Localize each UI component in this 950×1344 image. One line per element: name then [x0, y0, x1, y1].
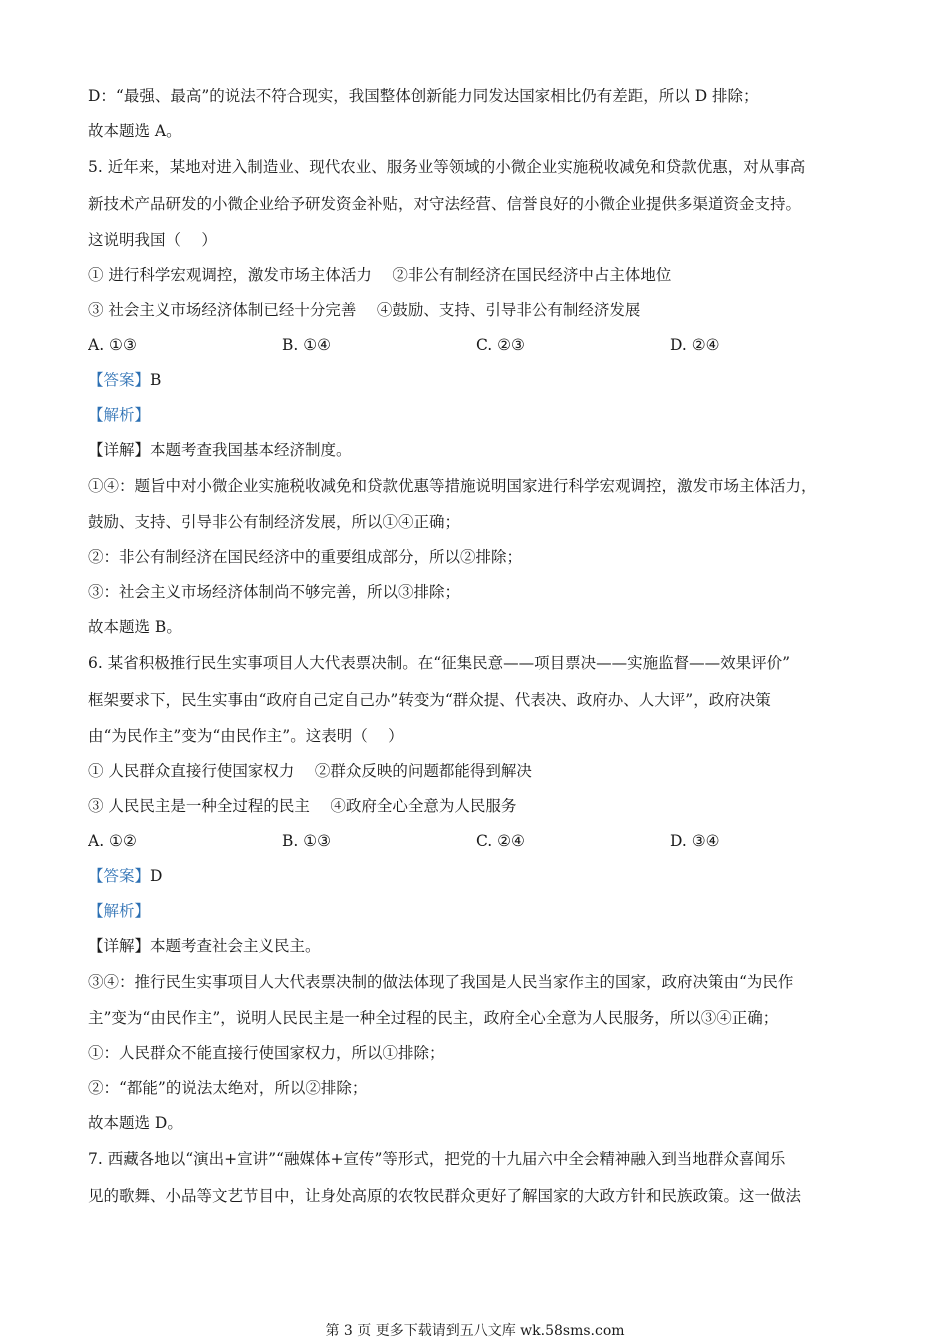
- q5-stem-line-2: 新技术产品研发的小微企业给予研发资金补贴，对守法经营、信誉良好的小微企业提供多渠道资金支持。: [88, 195, 802, 213]
- q6-conclusion: 故本题选 D。: [88, 1114, 183, 1132]
- q5-options: [88, 328, 872, 363]
- q7-stem-line-1: 7. 西藏各地以“演出+宣讲”“融媒体+宣传”等形式，把党的十九届六中全会精神融入到当地群众喜闻乐: [88, 1150, 786, 1168]
- q6-items-3-4: ③ 人民民主是一种全过程的民主 ④政府全心全意为人民服务: [88, 797, 517, 815]
- q6-answer: [88, 859, 872, 894]
- q5-stem-line-1: 5. 近年来，某地对进入制造业、现代农业、服务业等领域的小微企业实施税收减免和贷款优惠，对从事高: [88, 158, 806, 176]
- answer-value: B: [150, 371, 162, 389]
- analysis-tag: 【解析】: [88, 406, 151, 424]
- q5-option-b: B. ①④: [282, 336, 332, 354]
- q5-option-a: A. ①③: [88, 336, 137, 354]
- q5-stem-line-3: 这说明我国（ ）: [88, 231, 217, 249]
- q5-answer: [88, 363, 872, 398]
- q6-detail: 【详解】本题考查社会主义民主。: [88, 937, 321, 955]
- prev-conclusion: 故本题选 A。: [88, 122, 182, 140]
- q5-detail: 【详解】本题考查我国基本经济制度。: [88, 441, 352, 459]
- q5-explanation-line-1b: 鼓励、支持、引导非公有制经济发展，所以①④正确；: [88, 513, 461, 531]
- q6-items-1-2: ① 人民群众直接行使国家权力 ②群众反映的问题都能得到解决: [88, 762, 532, 780]
- q5-explanation-line-2: ②：非公有制经济在国民经济中的重要组成部分，所以②排除；: [88, 548, 523, 566]
- answer-value: D: [150, 867, 163, 885]
- q5-explanation-line-1a: ①④：题旨中对小微企业实施税收减免和贷款优惠等措施说明国家进行科学宏观调控，激发市场主体活力，: [88, 477, 817, 495]
- q6-option-b: B. ①③: [282, 832, 332, 850]
- q6-stem-line-3: 由“为民作主”变为“由民作主”。这表明（ ）: [88, 727, 404, 745]
- answer-tag: 【答案】: [88, 371, 151, 389]
- q6-option-c: C. ②④: [476, 832, 525, 850]
- q5-explanation-line-3: ③：社会主义市场经济体制尚不够完善，所以③排除；: [88, 583, 461, 601]
- q6-explanation-line-2: ①：人民群众不能直接行使国家权力，所以①排除；: [88, 1044, 445, 1062]
- page-content: [88, 79, 872, 1215]
- q5-conclusion: 故本题选 B。: [88, 618, 182, 636]
- q6-option-d: D. ③④: [670, 832, 720, 850]
- q6-analysis: [88, 894, 872, 929]
- q5-analysis: [88, 398, 872, 433]
- q5-option-c: C. ②③: [476, 336, 525, 354]
- answer-tag: 【答案】: [88, 867, 151, 885]
- q6-stem-line-2: 框架要求下，民生实事由“政府自己定自己办”转变为“群众提、代表决、政府办、人大评”，政府决策: [88, 691, 771, 709]
- q6-explanation-line-1a: ③④：推行民生实事项目人大代表票决制的做法体现了我国是人民当家作主的国家，政府决策由“为民作: [88, 973, 794, 991]
- q6-explanation-line-1b: 主”变为“由民作主”，说明人民民主是一种全过程的民主，政府全心全意为人民服务，所以③④正确；: [88, 1009, 779, 1027]
- q6-options: [88, 824, 872, 859]
- q6-option-a: A. ①②: [88, 832, 137, 850]
- q6-stem-line-1: 6. 某省积极推行民生实事项目人大代表票决制。在“征集民意——项目票决——实施监督——效果评价”: [88, 654, 791, 672]
- q7-stem-line-2: 见的歌舞、小品等文艺节目中，让身处高原的农牧民群众更好了解国家的大政方针和民族政策。这一做法: [88, 1187, 802, 1205]
- q6-explanation-line-3: ②：“都能”的说法太绝对，所以②排除；: [88, 1079, 368, 1097]
- q5-items-1-2: ① 进行科学宏观调控，激发市场主体活力 ②非公有制经济在国民经济中占主体地位: [88, 266, 672, 284]
- analysis-tag: 【解析】: [88, 902, 151, 920]
- page-footer: 第 3 页 更多下载请到五八文库 wk.58sms.com: [325, 1323, 625, 1339]
- q5-option-d: D. ②④: [670, 336, 720, 354]
- prev-option-d-explanation: D：“最强、最高”的说法不符合现实，我国整体创新能力同发达国家相比仍有差距，所以 D 排除；: [88, 87, 759, 105]
- q5-items-3-4: ③ 社会主义市场经济体制已经十分完善 ④鼓励、支持、引导非公有制经济发展: [88, 301, 641, 319]
